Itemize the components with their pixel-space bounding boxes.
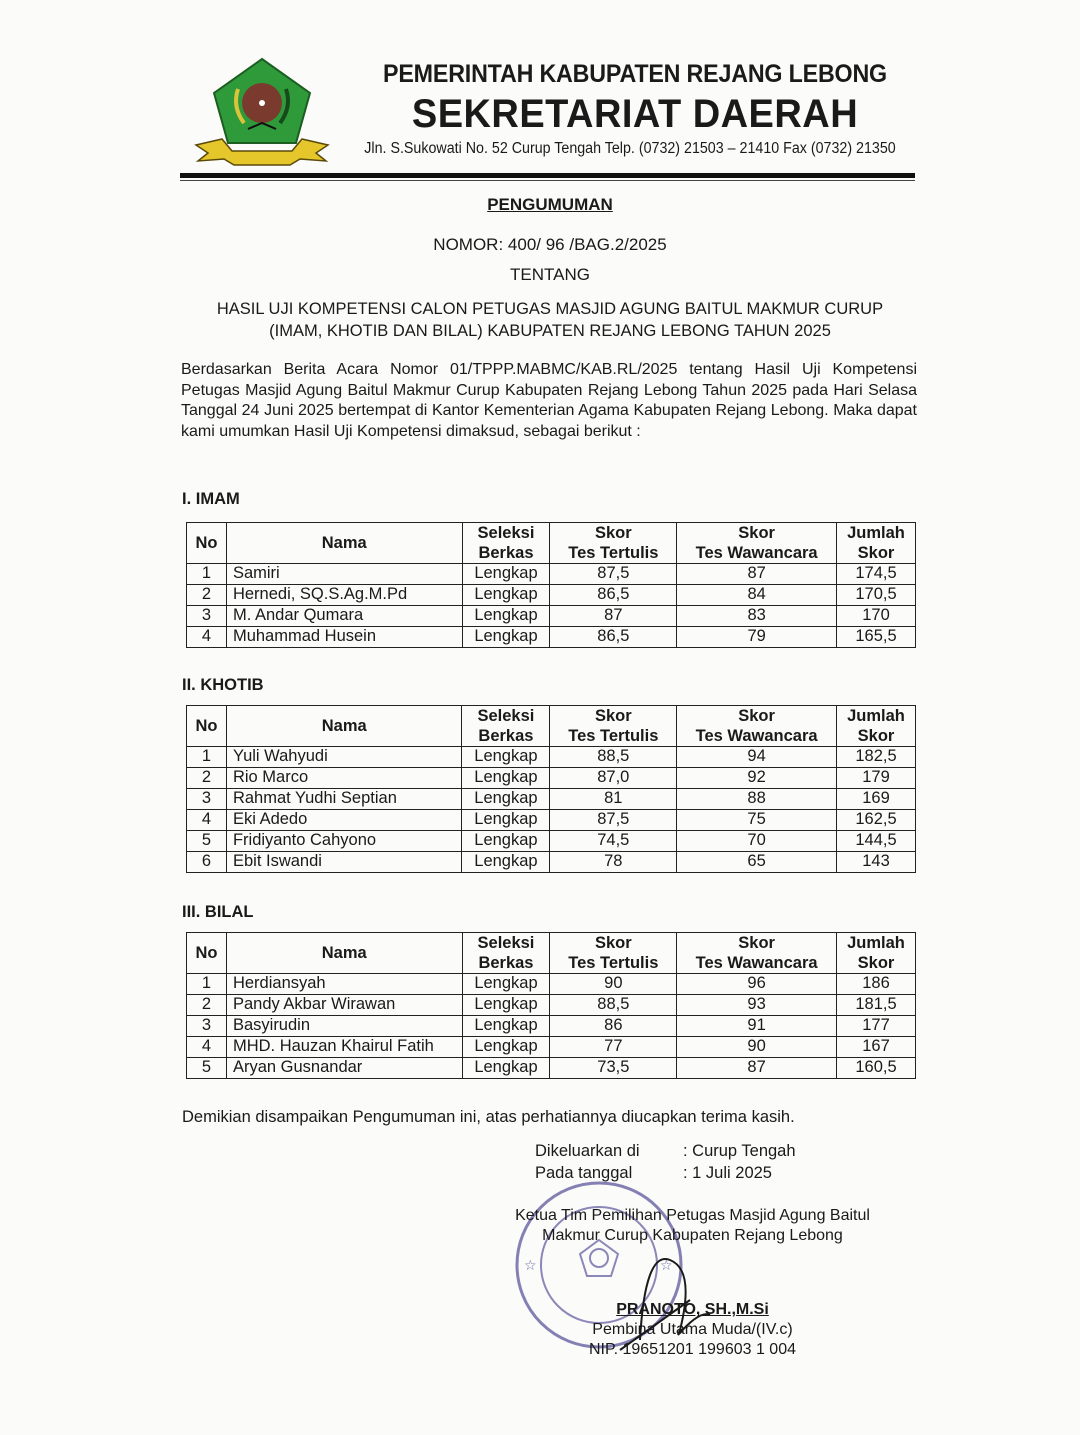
cell-skor-tes-wawancara: 84 (677, 585, 837, 606)
cell-skor-tes-wawancara: 83 (677, 606, 837, 627)
table-row (187, 852, 916, 873)
cell-seleksi-berkas: Lengkap (462, 606, 550, 627)
cell-no: 2 (187, 585, 227, 606)
cell-seleksi-berkas: Lengkap (462, 564, 550, 585)
cell-seleksi-berkas: Lengkap (462, 747, 550, 768)
cell-nama: Eki Adedo (226, 810, 462, 831)
cell-skor-tes-tertulis: 87,5 (550, 564, 677, 585)
subject-line-1: HASIL UJI KOMPETENSI CALON PETUGAS MASJID AGUNG BAITUL MAKMUR CURUP (216, 300, 884, 318)
announcement-about: TENTANG (510, 265, 590, 284)
table-row (187, 1016, 916, 1037)
cell-skor-tes-tertulis: 87,5 (550, 810, 677, 831)
cell-jumlah-skor: 170 (837, 606, 916, 627)
cell-skor-tes-wawancara: 92 (677, 768, 837, 789)
table-row (187, 627, 916, 648)
results-table-khotib (186, 705, 916, 873)
cell-skor-tes-tertulis: 88,5 (550, 747, 677, 768)
cell-nama: Aryan Gusnandar (226, 1058, 462, 1079)
cell-seleksi-berkas: Lengkap (462, 974, 550, 995)
cell-no: 2 (187, 995, 227, 1016)
intro-paragraph: Berdasarkan Berita Acara Nomor 01/TPPP.MABMC/KAB.RL/2025 tentang Hasil Uji Kompetensi Petugas Masjid Agung Baitul Makmur Curup Kabupaten Rejang Lebong Tahun 2025 pada Hari Selasa Tanggal 24 Juni 2025 bertempat di Kantor Kementerian Agama Kabupaten Rejang Lebong. Maka dapat kami umumkan Hasil Uji Kompetensi dimaksud, sebagai berikut : (181, 361, 917, 440)
cell-skor-tes-wawancara: 70 (677, 831, 837, 852)
cell-nama: Pandy Akbar Wirawan (226, 995, 462, 1016)
cell-skor-tes-wawancara: 88 (677, 789, 837, 810)
svg-text:☆: ☆ (524, 1258, 537, 1274)
cell-seleksi-berkas: Lengkap (462, 995, 550, 1016)
letterhead-government: PEMERINTAH KABUPATEN REJANG LEBONG (383, 60, 887, 88)
cell-jumlah-skor: 186 (837, 974, 916, 995)
cell-skor-tes-tertulis: 90 (550, 974, 677, 995)
signatory-name: PRANOTO, SH.,M.Si (616, 1301, 769, 1318)
header-no: No (187, 523, 227, 564)
table-row (187, 974, 916, 995)
regency-emblem-icon (192, 55, 332, 167)
cell-no: 4 (187, 1037, 227, 1058)
cell-jumlah-skor: 174,5 (837, 564, 916, 585)
cell-no: 5 (187, 831, 227, 852)
cell-skor-tes-tertulis: 81 (550, 789, 677, 810)
header-seleksi-berkas: Seleksi Berkas (462, 933, 550, 974)
cell-nama: Ebit Iswandi (226, 852, 462, 873)
letterhead-divider-thin (180, 180, 915, 181)
section-heading-imam: I. IMAM (182, 490, 240, 508)
table-row (187, 747, 916, 768)
cell-skor-tes-tertulis: 73,5 (550, 1058, 677, 1079)
cell-nama: Muhammad Husein (226, 627, 462, 648)
table-row (187, 810, 916, 831)
cell-skor-tes-wawancara: 96 (677, 974, 837, 995)
cell-no: 6 (187, 852, 227, 873)
cell-no: 3 (187, 606, 227, 627)
cell-nama: Basyirudin (226, 1016, 462, 1037)
cell-nama: Yuli Wahyudi (226, 747, 462, 768)
cell-skor-tes-wawancara: 87 (677, 1058, 837, 1079)
cell-nama: M. Andar Qumara (226, 606, 462, 627)
header-skor-tes-wawancara: Skor Tes Wawancara (677, 706, 837, 747)
cell-jumlah-skor: 181,5 (837, 995, 916, 1016)
cell-seleksi-berkas: Lengkap (462, 789, 550, 810)
header-skor-tes-tertulis: Skor Tes Tertulis (550, 933, 677, 974)
header-no: No (187, 706, 227, 747)
announcement-subject (180, 298, 920, 342)
cell-skor-tes-tertulis: 86,5 (550, 627, 677, 648)
cell-skor-tes-wawancara: 79 (677, 627, 837, 648)
cell-skor-tes-wawancara: 94 (677, 747, 837, 768)
cell-seleksi-berkas: Lengkap (462, 627, 550, 648)
cell-jumlah-skor: 182,5 (837, 747, 916, 768)
svg-text:☆: ☆ (660, 1258, 673, 1274)
table-row (187, 831, 916, 852)
cell-skor-tes-tertulis: 87,0 (550, 768, 677, 789)
header-jumlah-skor: Jumlah Skor (837, 706, 916, 747)
cell-seleksi-berkas: Lengkap (462, 1037, 550, 1058)
header-nama: Nama (226, 706, 462, 747)
cell-jumlah-skor: 162,5 (837, 810, 916, 831)
cell-no: 5 (187, 1058, 227, 1079)
announcement-title: PENGUMUMAN (487, 195, 613, 214)
table-row (187, 768, 916, 789)
issued-place-value: : Curup Tengah (683, 1142, 796, 1160)
cell-skor-tes-tertulis: 87 (550, 606, 677, 627)
table-row (187, 585, 916, 606)
header-seleksi-berkas: Seleksi Berkas (462, 523, 550, 564)
table-header-row (187, 523, 916, 564)
cell-no: 4 (187, 627, 227, 648)
cell-seleksi-berkas: Lengkap (462, 852, 550, 873)
closing-text: Demikian disampaikan Pengumuman ini, atas perhatiannya diucapkan terima kasih. (182, 1108, 795, 1126)
table-row (187, 995, 916, 1016)
cell-skor-tes-wawancara: 65 (677, 852, 837, 873)
header-jumlah-skor: Jumlah Skor (837, 523, 916, 564)
table-header-row (187, 933, 916, 974)
cell-no: 2 (187, 768, 227, 789)
cell-no: 3 (187, 1016, 227, 1037)
cell-nama: Hernedi, SQ.S.Ag.M.Pd (226, 585, 462, 606)
cell-jumlah-skor: 143 (837, 852, 916, 873)
header-seleksi-berkas: Seleksi Berkas (462, 706, 550, 747)
table-row (187, 1058, 916, 1079)
cell-no: 1 (187, 564, 227, 585)
cell-jumlah-skor: 160,5 (837, 1058, 916, 1079)
cell-seleksi-berkas: Lengkap (462, 831, 550, 852)
cell-nama: Herdiansyah (226, 974, 462, 995)
cell-seleksi-berkas: Lengkap (462, 1016, 550, 1037)
issued-place (535, 1142, 796, 1161)
table-row (187, 564, 916, 585)
cell-no: 4 (187, 810, 227, 831)
issued-date-label: Pada tanggal (535, 1164, 633, 1182)
cell-jumlah-skor: 177 (837, 1016, 916, 1037)
header-skor-tes-wawancara: Skor Tes Wawancara (677, 523, 837, 564)
signatory-rank: Pembina Utama Muda/(IV.c) (592, 1321, 793, 1338)
cell-jumlah-skor: 167 (837, 1037, 916, 1058)
cell-jumlah-skor: 170,5 (837, 585, 916, 606)
cell-skor-tes-tertulis: 88,5 (550, 995, 677, 1016)
header-jumlah-skor: Jumlah Skor (837, 933, 916, 974)
table-row (187, 606, 916, 627)
signatory-position-line-1: Ketua Tim Pemilihan Petugas Masjid Agung Baitul (515, 1207, 870, 1224)
cell-seleksi-berkas: Lengkap (462, 810, 550, 831)
header-no: No (187, 933, 227, 974)
letterhead-office: SEKRETARIAT DAERAH (411, 92, 859, 136)
header-nama: Nama (226, 523, 462, 564)
cell-no: 1 (187, 974, 227, 995)
subject-line-2: (IMAM, KHOTIB DAN BILAL) KABUPATEN REJANG LEBONG TAHUN 2025 (269, 322, 831, 340)
cell-skor-tes-wawancara: 91 (677, 1016, 837, 1037)
table-row (187, 1037, 916, 1058)
cell-skor-tes-tertulis: 86,5 (550, 585, 677, 606)
cell-skor-tes-wawancara: 93 (677, 995, 837, 1016)
results-table-bilal (186, 932, 916, 1079)
cell-skor-tes-wawancara: 75 (677, 810, 837, 831)
announcement-number: NOMOR: 400/ 96 /BAG.2/2025 (433, 235, 667, 254)
cell-nama: Samiri (226, 564, 462, 585)
header-skor-tes-wawancara: Skor Tes Wawancara (677, 933, 837, 974)
cell-seleksi-berkas: Lengkap (462, 1058, 550, 1079)
cell-jumlah-skor: 144,5 (837, 831, 916, 852)
header-skor-tes-tertulis: Skor Tes Tertulis (550, 523, 677, 564)
cell-jumlah-skor: 165,5 (837, 627, 916, 648)
cell-skor-tes-tertulis: 74,5 (550, 831, 677, 852)
letterhead-divider-thick (180, 173, 915, 178)
cell-seleksi-berkas: Lengkap (462, 585, 550, 606)
section-heading-bilal: III. BILAL (182, 903, 254, 921)
header-skor-tes-tertulis: Skor Tes Tertulis (550, 706, 677, 747)
section-heading-khotib: II. KHOTIB (182, 676, 264, 694)
cell-skor-tes-tertulis: 78 (550, 852, 677, 873)
cell-nama: Rio Marco (226, 768, 462, 789)
cell-nama: MHD. Hauzan Khairul Fatih (226, 1037, 462, 1058)
cell-nama: Fridiyanto Cahyono (226, 831, 462, 852)
issued-date-value: : 1 Juli 2025 (683, 1164, 772, 1182)
signatory-block (500, 1300, 885, 1360)
results-table-imam (186, 522, 916, 648)
cell-no: 1 (187, 747, 227, 768)
issued-place-label: Dikeluarkan di (535, 1142, 640, 1160)
table-header-row (187, 706, 916, 747)
table-row (187, 789, 916, 810)
letterhead-address: Jln. S.Sukowati No. 52 Curup Tengah Telp. (0732) 21503 – 21410 Fax (0732) 21350 (364, 140, 896, 157)
cell-seleksi-berkas: Lengkap (462, 768, 550, 789)
cell-nama: Rahmat Yudhi Septian (226, 789, 462, 810)
cell-skor-tes-tertulis: 77 (550, 1037, 677, 1058)
signatory-position-line-2: Makmur Curup Kabupaten Rejang Lebong (542, 1227, 843, 1244)
cell-skor-tes-wawancara: 87 (677, 564, 837, 585)
signatory-nip: NIP. 19651201 199603 1 004 (588, 1341, 796, 1358)
header-nama: Nama (226, 933, 462, 974)
cell-no: 3 (187, 789, 227, 810)
cell-skor-tes-tertulis: 86 (550, 1016, 677, 1037)
cell-jumlah-skor: 169 (837, 789, 916, 810)
cell-skor-tes-wawancara: 90 (677, 1037, 837, 1058)
cell-jumlah-skor: 179 (837, 768, 916, 789)
